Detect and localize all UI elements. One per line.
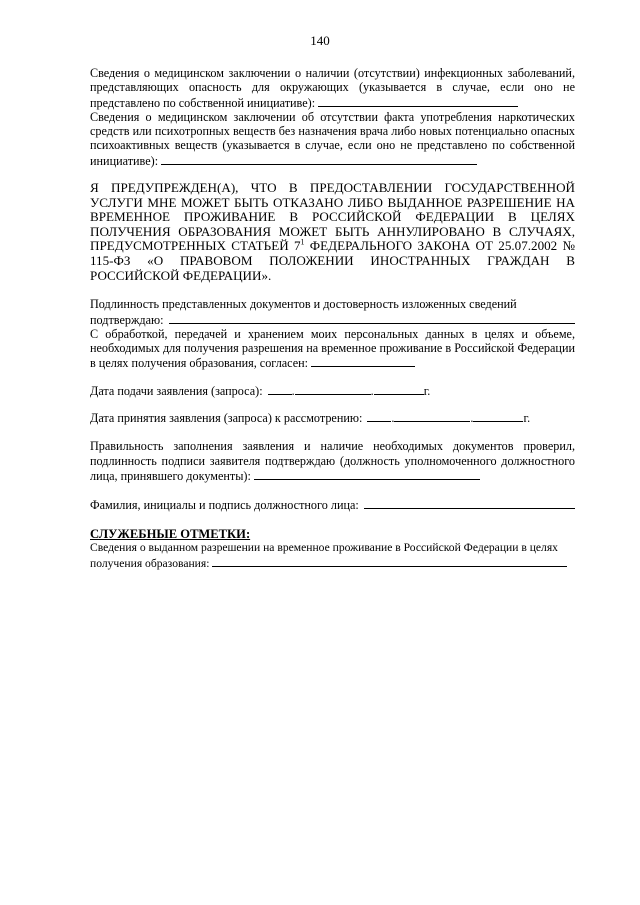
verification-text: Правильность заполнения заявления и наличие необходимых документов проверил, подлинность подписи заявителя подтверждаю (должность уполномоченного должностного лица, принявшего документы): [90, 439, 575, 483]
data-consent-paragraph [90, 327, 575, 371]
medical-infection-paragraph [90, 66, 575, 110]
submission-year-field[interactable] [374, 383, 424, 395]
service-marks-heading: СЛУЖЕБНЫЕ ОТМЕТКИ: [90, 526, 251, 541]
document-body [90, 66, 575, 571]
submission-date-suffix: г. [423, 383, 431, 398]
warning-notice-text-b: ФЕДЕРАЛЬНОГО ЗАКОНА ОТ 25.07.2002 № 115-ФЗ «О ПРАВОВОМ ПОЛОЖЕНИИ ИНОСТРАННЫХ ГРАЖДАН В РОССИЙСКОЙ ФЕДЕРАЦИИ». [90, 238, 575, 283]
permit-info-text: Сведения о выданном разрешении на временное проживание в Российской Федерации в целях получения образования: [90, 540, 558, 570]
acceptance-month-field[interactable] [394, 410, 470, 422]
submission-date-separator-1: . [291, 383, 295, 398]
official-signature-label: Фамилия, инициалы и подпись должностного лица: [90, 498, 359, 513]
warning-notice-text-a: Я ПРЕДУПРЕЖДЕН(А), ЧТО В ПРЕДОСТАВЛЕНИИ ГОСУДАРСТВЕННОЙ УСЛУГИ МНЕ МОЖЕТ БЫТЬ ОТКАЗАНО ЛИБО ВЫДАННОЕ РАЗРЕШЕНИЕ НА ВРЕМЕННОЕ ПРОЖИВАНИЕ В РОССИЙСКОЙ ФЕДЕРАЦИИ В ЦЕЛЯХ ПОЛУЧЕНИЯ ОБРАЗОВАНИЯ МОЖЕТ БЫТЬ АННУЛИРОВАНО В СЛУЧАЯХ, ПРЕДУСМОТРЕННЫХ СТАТЬЕЙ 7 [90, 180, 575, 254]
authenticity-field[interactable] [169, 312, 576, 324]
official-signature-field[interactable] [364, 497, 575, 509]
acceptance-date-separator-1: . [391, 411, 395, 426]
data-consent-text: С обработкой, передачей и хранением моих персональных данных в целях и объеме, необходимых для получения разрешения на временное проживание в Российской Федерации в целях получения образования, согласен: [90, 326, 575, 371]
submission-date-separator-2: . [370, 383, 374, 398]
acceptance-date-label: Дата принятия заявления (запроса) к рассмотрению: [90, 411, 363, 426]
medical-infection-field[interactable] [318, 95, 518, 107]
warning-notice-superscript: 1 [300, 238, 305, 248]
official-signature-row [90, 497, 575, 512]
acceptance-date-row [90, 410, 575, 425]
submission-day-field[interactable] [268, 383, 292, 395]
medical-infection-text: Сведения о медицинском заключении о наличии (отсутствии) инфекционных заболеваний, представляющих опасность для окружающих (указывается в случае, если оно не представлено по собственной инициативе): [90, 66, 575, 110]
page-number: 140 [310, 33, 330, 48]
verification-field[interactable] [254, 468, 480, 480]
acceptance-year-field[interactable] [473, 410, 523, 422]
submission-date-label: Дата подачи заявления (запроса): [90, 383, 263, 398]
verification-paragraph [90, 439, 575, 483]
medical-narcotics-paragraph [90, 110, 575, 168]
warning-notice [90, 181, 575, 283]
submission-date-row [90, 383, 575, 398]
authenticity-text-line2: подтверждаю: [90, 312, 164, 327]
acceptance-date-suffix: г. [523, 411, 531, 426]
authenticity-paragraph [90, 297, 575, 327]
permit-info-field[interactable] [212, 555, 567, 567]
submission-month-field[interactable] [295, 383, 371, 395]
authenticity-text-line1: Подлинность представленных документов и достоверность изложенных сведений [90, 297, 517, 312]
permit-info-paragraph [90, 541, 575, 571]
acceptance-date-separator-2: . [470, 411, 474, 426]
data-consent-field[interactable] [311, 355, 415, 367]
medical-narcotics-field[interactable] [161, 153, 477, 165]
acceptance-day-field[interactable] [367, 410, 391, 422]
medical-narcotics-text: Сведения о медицинском заключении об отсутствии факта употребления наркотических средств или психотропных веществ без назначения врача либо новых потенциально опасных психоактивных веществ (указывается в случае, если оно не представлено по собственной инициативе): [90, 109, 575, 168]
